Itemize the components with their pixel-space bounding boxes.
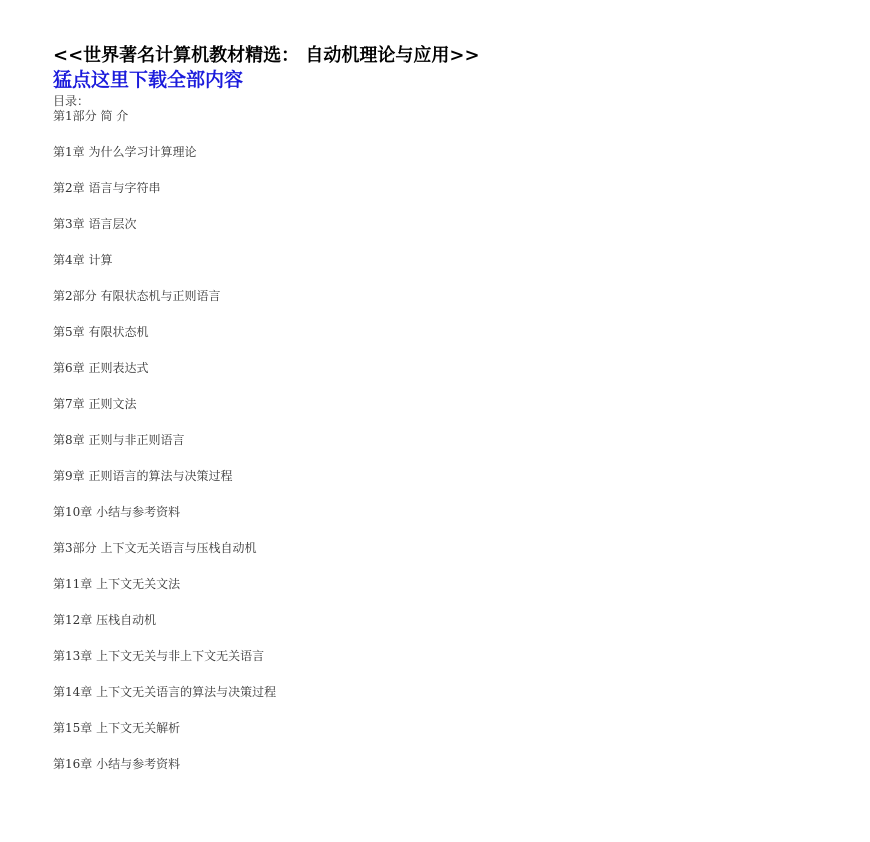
download-all-link[interactable]: 猛点这里下载全部内容 [53, 69, 244, 91]
toc-item: 第8章 正则与非正则语言 [53, 433, 185, 447]
document-page [53, 44, 853, 792]
toc-item: 第9章 正则语言的算法与决策过程 [53, 469, 233, 483]
toc-item: 第10章 小结与参考资料 [53, 505, 181, 519]
toc-item: 第7章 正则文法 [53, 397, 137, 411]
toc-list [53, 108, 853, 792]
toc-item: 第16章 小结与参考资料 [53, 757, 181, 771]
toc-item: 第3章 语言层次 [53, 217, 137, 231]
toc-item: 第3部分 上下文无关语言与压栈自动机 [53, 541, 257, 555]
toc-item: 第1章 为什么学习计算理论 [53, 145, 197, 159]
toc-item: 第4章 计算 [53, 253, 113, 267]
book-title: <<世界著名计算机教材精选： 自动机理论与应用>> [53, 45, 480, 66]
toc-heading: 目录： [53, 94, 90, 108]
toc-item: 第11章 上下文无关文法 [53, 577, 181, 591]
toc-item: 第5章 有限状态机 [53, 325, 149, 339]
toc-item: 第12章 压栈自动机 [53, 613, 157, 627]
toc-item: 第14章 上下文无关语言的算法与决策过程 [53, 685, 277, 699]
toc-item: 第6章 正则表达式 [53, 361, 149, 375]
toc-item: 第2章 语言与字符串 [53, 181, 161, 195]
toc-item: 第15章 上下文无关解析 [53, 721, 181, 735]
toc-item: 第13章 上下文无关与非上下文无关语言 [53, 649, 265, 663]
toc-item: 第1部分 简 介 [53, 109, 129, 123]
toc-item: 第2部分 有限状态机与正则语言 [53, 289, 221, 303]
